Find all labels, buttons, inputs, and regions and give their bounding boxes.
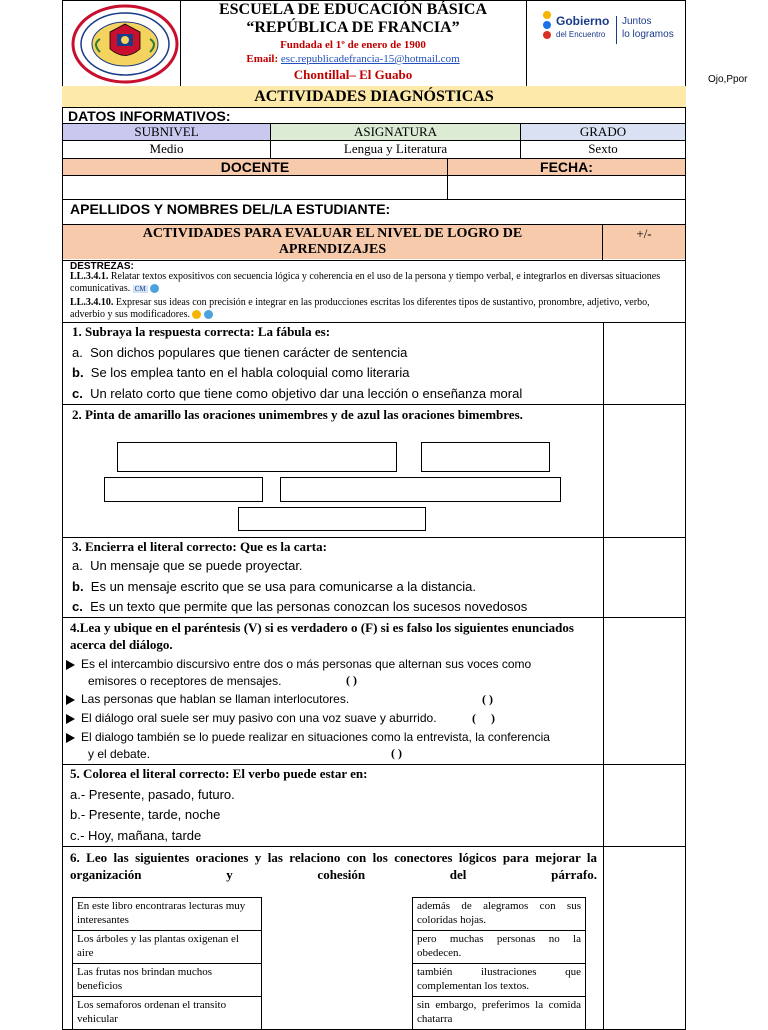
activities-header-text: ACTIVIDADES PARA EVALUAR EL NIVEL DE LOGRO DE APRENDIZAJES: [142, 226, 523, 257]
table-row[interactable]: además de alegramos con sus coloridas hojas.: [413, 898, 586, 931]
q3-option-a[interactable]: a. Un mensaje que se puede proyectar.: [72, 558, 303, 573]
table-row[interactable]: sin embargo, preferimos la comida chatarra: [413, 997, 586, 1030]
c-badge-icon: [150, 284, 159, 293]
gov-name: Gobierno: [556, 14, 610, 28]
q5-option-b[interactable]: b.- Presente, tarde, noche: [70, 807, 221, 822]
arrow-bullet-icon: [66, 714, 75, 724]
q1-title: 1. Subraya la respuesta correcta: La fábula es:: [72, 324, 331, 339]
q4-item-2: Las personas que hablan se llaman interlocutores.: [66, 692, 349, 706]
q2-sentence-box-5[interactable]: [238, 507, 426, 531]
school-seal: [70, 4, 180, 84]
q2-sentence-box-3[interactable]: [104, 477, 263, 502]
government-logo: [540, 8, 680, 52]
page-title: ACTIVIDADES DIAGNÓSTICAS: [62, 86, 686, 107]
plus-minus-header: +/-: [603, 225, 685, 259]
destreza-1: LL.3.4.1. Relatar textos expositivos con secuencia lógica y coherencia en el uso de la persona y tiempo verbal, e integrarlos en diversas situaciones comunicativas. CM: [70, 271, 661, 294]
activities-header: [63, 225, 602, 259]
q4-item-4-paren[interactable]: ( ): [391, 746, 402, 760]
q2-sentence-box-2[interactable]: [421, 442, 550, 472]
email-label: Email:: [246, 53, 279, 65]
c-badge-icon: [204, 310, 213, 319]
grado-value: Sexto: [588, 141, 618, 156]
arrow-bullet-icon: [66, 733, 75, 743]
table-row[interactable]: Los árboles y las plantas oxigenan el aire: [73, 931, 262, 964]
arrow-bullet-icon: [66, 695, 75, 705]
docente-header: DOCENTE: [63, 159, 447, 175]
destrezas-label: DESTREZAS:: [70, 261, 134, 272]
school-name-2: “REPÚBLICA DE FRANCIA”: [246, 19, 460, 36]
fecha-header: FECHA:: [448, 159, 685, 175]
q5-option-a[interactable]: a.- Presente, pasado, futuro.: [70, 787, 235, 802]
subnivel-header: SUBNIVEL: [63, 124, 270, 140]
destreza-2: LL.3.4.10. Expresar sus ideas con precisión e integrar en las producciones escritas los diferentes tipos de sustantivo, pronombre, adjetivo, verbo, adverbio y sus modificadores.: [70, 297, 650, 320]
docente-field[interactable]: [63, 176, 446, 198]
q4-title: 4.Lea y ubique en el paréntesis (V) si es verdadero o (F) si es falso los siguientes enunciados acerca del diálogo.: [70, 620, 574, 652]
grado-header: GRADO: [521, 124, 685, 140]
gov-slogan-2: lo logramos: [622, 29, 674, 40]
fecha-field[interactable]: [448, 176, 685, 198]
q1-option-b[interactable]: b. Se los emplea tanto en el habla coloquial como literaria: [72, 365, 410, 380]
q6-connectors-table: [412, 897, 586, 1030]
table-row[interactable]: pero muchas personas no la obedecen.: [413, 931, 586, 964]
q3-option-c[interactable]: c. Es un texto que permite que las personas conozcan los sucesos novedosos: [72, 599, 528, 614]
q2-sentence-box-4[interactable]: [280, 477, 561, 502]
table-row[interactable]: Los semaforos ordenan el transito vehicular: [73, 997, 262, 1030]
q4-item-2-paren[interactable]: ( ): [482, 692, 493, 706]
email-line: [180, 53, 526, 65]
gov-stripes-icon: [540, 10, 554, 46]
q3-title: 3. Encierra el literal correcto: Que es la carta:: [72, 539, 327, 554]
q4-item-3: El diálogo oral suele ser muy pasivo con una voz suave y aburrido.: [66, 711, 437, 725]
q6-title: 6. Leo las siguientes oraciones y las relaciono con los conectores lógicos para mejorar la organización y cohesión del párrafo.: [70, 850, 597, 882]
school-seal-icon: [70, 4, 180, 84]
q5-title: 5. Colorea el literal correcto: El verbo puede estar en:: [70, 766, 368, 781]
q4-item-3-paren[interactable]: ( ): [472, 711, 495, 725]
q3-option-b[interactable]: b. Es un mensaje escrito que se usa para comunicarse a la distancia.: [72, 579, 476, 594]
q1-option-a[interactable]: a. Son dichos populares que tienen carácter de sentencia: [72, 345, 408, 360]
estudiante-label: APELLIDOS Y NOMBRES DEL/LA ESTUDIANTE:: [70, 201, 391, 217]
gov-slogan: Juntos: [622, 16, 652, 27]
location-text: Chontillal– El Guabo: [293, 67, 413, 82]
table-row[interactable]: Las frutas nos brindan muchos beneficios: [73, 964, 262, 997]
table-row[interactable]: En este libro encontraras lecturas muy interesantes: [73, 898, 262, 931]
arrow-bullet-icon: [66, 660, 75, 670]
q4-item-1: Es el intercambio discursivo entre dos o más personas que alternan sus voces como emisores o receptores de mensajes.: [66, 656, 531, 690]
margin-text: Ojo,Ppor: [708, 74, 748, 85]
school-name: ESCUELA DE EDUCACIÓN BÁSICA: [218, 1, 488, 18]
q6-sentences-table: [72, 897, 262, 1030]
subnivel-value: Medio: [149, 141, 184, 156]
q2-sentence-box-1[interactable]: [117, 442, 397, 472]
q4-item-4: El dialogo también se lo puede realizar en situaciones como la entrevista, la conferencia y el debate.: [66, 729, 550, 763]
cm-tag: CM: [134, 285, 146, 293]
gov-name-2: del Encuentro: [556, 30, 606, 39]
asignatura-header: ASIGNATURA: [271, 124, 520, 140]
table-row[interactable]: también ilustraciones que complementan los textos.: [413, 964, 586, 997]
datos-label: DATOS INFORMATIVOS:: [68, 108, 231, 124]
q4-item-1-paren[interactable]: ( ): [346, 673, 357, 687]
emoji-icon: [192, 310, 201, 319]
q1-option-c[interactable]: c. Un relato corto que tiene como objetivo dar una lección o enseñanza moral: [72, 386, 523, 401]
asignatura-value: Lengua y Literatura: [343, 141, 448, 156]
q2-title: 2. Pinta de amarillo las oraciones unimembres y de azul las oraciones bimembres.: [72, 407, 523, 422]
email-link[interactable]: esc.republicadefrancia-15@hotmail.com: [280, 53, 460, 65]
founded-text: Fundada el 1º de enero de 1900: [280, 39, 426, 51]
q5-option-c[interactable]: c.- Hoy, mañana, tarde: [70, 828, 202, 843]
